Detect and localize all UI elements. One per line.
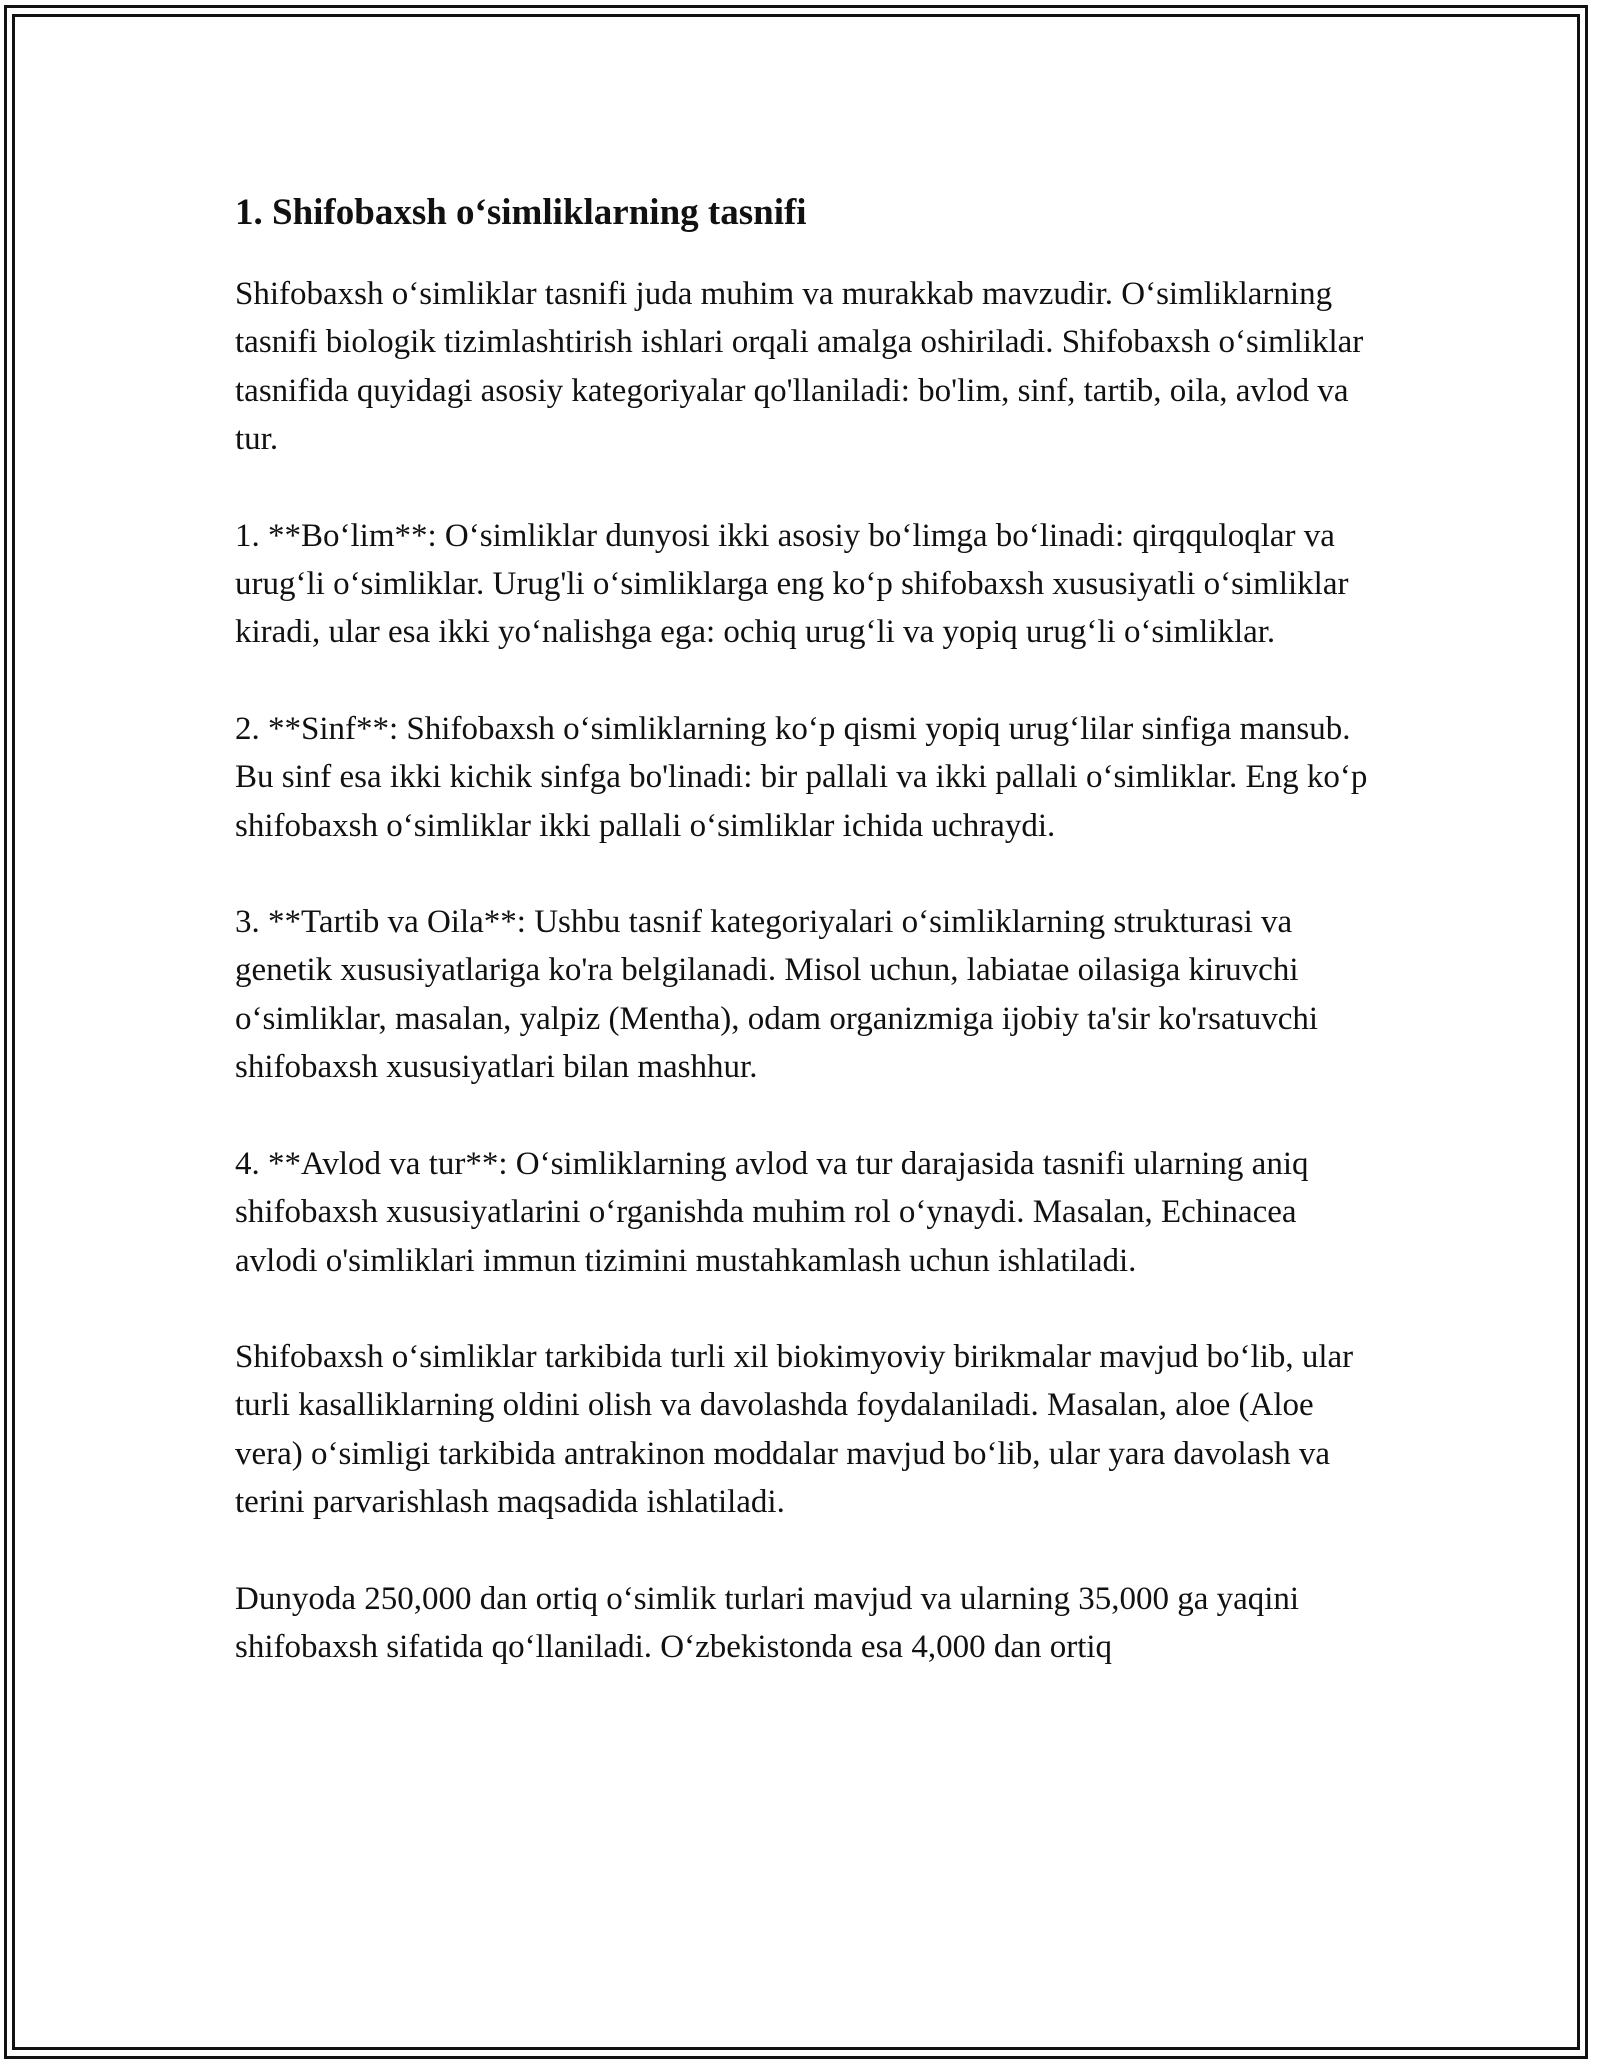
paragraph-intro: Shifobaxsh o‘simliklar tasnifi juda muhim va murakkab mavzudir. O‘simliklarning tasnifi biologik tizimlashtirish ishlari orqali amalga oshiriladi. Shifobaxsh o‘simliklar tasnifida quyidagi asosiy kategoriyalar qo'llaniladi: bo'lim, sinf, tartib, oila, avlod va tur. [235,276,1364,458]
paragraph-bolim: 1. **Bo‘lim**: O‘simliklar dunyosi ikki asosiy bo‘limga bo‘linadi: qirqquloqlar va urug‘li o‘simliklar. Urug'li o‘simliklarga eng ko‘p shifobaxsh xususiyatli o‘simliklar kiradi, ular esa ikki yo‘nalishga ega: ochiq urug‘li va yopiq urug‘li o‘simliklar. [235,517,1349,651]
paragraph-avlod-tur: 4. **Avlod va tur**: O‘simliklarning avlod va tur darajasida tasnifi ularning aniq shifobaxsh xususiyatlarini o‘rganishda muhim rol o‘ynaydi. Masalan, Echinacea avlodi o'simliklari immun tizimini mustahkamlash uchun ishlatiladi. [235,1145,1309,1279]
paragraph-statistika: Dunyoda 250,000 dan ortiq o‘simlik turlari mavjud va ularning 35,000 ga yaqini shifobaxsh sifatida qo‘llaniladi. O‘zbekistonda esa 4,000 dan ortiq [235,1580,1300,1665]
paragraph-tartib-oila: 3. **Tartib va Oila**: Ushbu tasnif kategoriyalari o‘simliklarning strukturasi va genetik xususiyatlariga ko'ra belgilanadi. Misol uchun, labiatae oilasiga kiruvchi o‘simliklar, masalan, yalpiz (Mentha), odam organizmiga ijobiy ta'sir ko'rsatuvchi shifobaxsh xususiyatlari bilan mashhur. [235,904,1319,1086]
paragraph-biokimyoviy: Shifobaxsh o‘simliklar tarkibida turli xil biokimyoviy birikmalar mavjud bo‘lib, ular turli kasalliklarning oldini olish va davolashda foydalaniladi. Masalan, aloe (Aloe vera) o‘simligi tarkibida antrakinon moddalar mavjud bo‘lib, ular yara davolash va terini parvarishlash maqsadida ishlatiladi. [235,1338,1354,1521]
paragraph-sinf: 2. **Sinf**: Shifobaxsh o‘simliklarning ko‘p qismi yopiq urug‘lilar sinfiga mansub. Bu sinf esa ikki kichik sinfga bo'linadi: bir pallali va ikki pallali o‘simliklar. Eng ko‘p shifobaxsh o‘simliklar ikki pallali o‘simliklar ichida uchraydi. [235,710,1368,844]
document-body [235,184,1375,1719]
section-heading: 1. Shifobaxsh o‘simliklarning tasnifi [235,192,807,233]
